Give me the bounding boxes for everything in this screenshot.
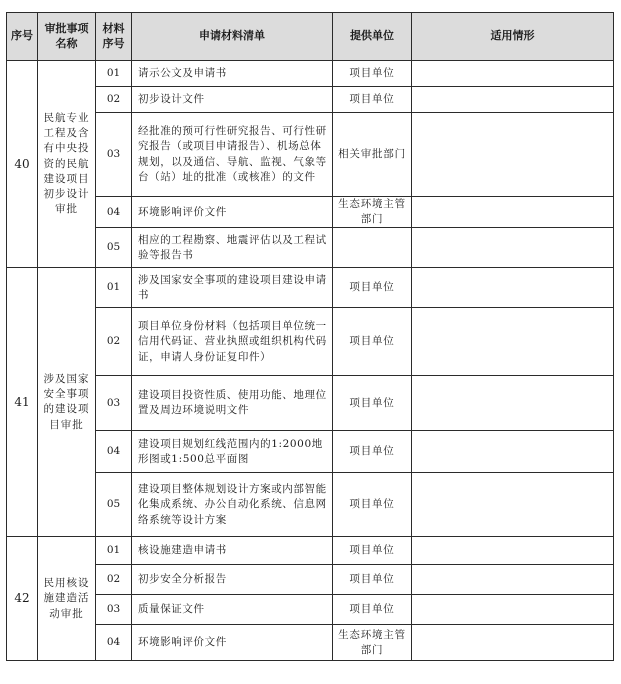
table-row — [7, 228, 614, 268]
material-text: 质量保证文件 — [132, 595, 333, 625]
table-row — [7, 565, 614, 595]
material-text: 请示公文及申请书 — [132, 61, 333, 87]
scope-cell — [412, 625, 614, 661]
provider-unit — [333, 228, 412, 268]
table-row — [7, 197, 614, 228]
provider-unit: 相关审批部门 — [333, 113, 412, 197]
group-seq: 41 — [7, 268, 38, 537]
material-text: 环境影响评价文件 — [132, 197, 333, 228]
scope-cell — [412, 61, 614, 87]
scope-cell — [412, 113, 614, 197]
group-item-name: 民航专业工程及含有中央投资的民航建设项目初步设计审批 — [38, 61, 96, 268]
provider-unit: 生态环境主管部门 — [333, 197, 412, 228]
material-text: 核设施建造申请书 — [132, 537, 333, 565]
provider-unit: 项目单位 — [333, 431, 412, 473]
scope-cell — [412, 473, 614, 537]
material-no: 04 — [96, 197, 132, 228]
header-provider: 提供单位 — [333, 13, 412, 61]
header-material-no: 材料序号 — [96, 13, 132, 61]
table-row — [7, 113, 614, 197]
group-seq: 40 — [7, 61, 38, 268]
scope-cell — [412, 228, 614, 268]
scope-cell — [412, 197, 614, 228]
provider-unit: 项目单位 — [333, 61, 412, 87]
material-text: 环境影响评价文件 — [132, 625, 333, 661]
header-row — [7, 13, 614, 61]
table-row — [7, 431, 614, 473]
provider-unit: 项目单位 — [333, 87, 412, 113]
material-text: 涉及国家安全事项的建设项目建设申请书 — [132, 268, 333, 308]
scope-cell — [412, 595, 614, 625]
scope-cell — [412, 565, 614, 595]
material-no: 04 — [96, 431, 132, 473]
material-no: 02 — [96, 565, 132, 595]
header-item: 审批事项名称 — [38, 13, 96, 61]
table-row — [7, 473, 614, 537]
material-no: 02 — [96, 87, 132, 113]
material-text: 初步设计文件 — [132, 87, 333, 113]
table-row — [7, 537, 614, 565]
provider-unit: 项目单位 — [333, 308, 412, 376]
material-no: 01 — [96, 537, 132, 565]
scope-cell — [412, 431, 614, 473]
material-no: 05 — [96, 228, 132, 268]
scope-cell — [412, 268, 614, 308]
group-item-name: 民用核设施建造活动审批 — [38, 537, 96, 661]
material-text: 经批准的预可行性研究报告、可行性研究报告（或项目申请报告）、机场总体规划，以及通信、导航、监视、气象等台（站）址的批准（或核准）的文件 — [132, 113, 333, 197]
material-no: 03 — [96, 595, 132, 625]
header-scope: 适用情形 — [412, 13, 614, 61]
material-no: 01 — [96, 61, 132, 87]
provider-unit: 项目单位 — [333, 565, 412, 595]
provider-unit: 项目单位 — [333, 376, 412, 431]
table-row — [7, 268, 614, 308]
group-seq: 42 — [7, 537, 38, 661]
material-no: 01 — [96, 268, 132, 308]
table-row — [7, 376, 614, 431]
scope-cell — [412, 376, 614, 431]
table-row — [7, 87, 614, 113]
provider-unit: 项目单位 — [333, 595, 412, 625]
scope-cell — [412, 537, 614, 565]
material-text: 建设项目整体规划设计方案或内部智能化集成系统、办公自动化系统、信息网络系统等设计方案 — [132, 473, 333, 537]
material-no: 03 — [96, 113, 132, 197]
table-row — [7, 595, 614, 625]
table-row — [7, 308, 614, 376]
material-text: 相应的工程勘察、地震评估以及工程试验等报告书 — [132, 228, 333, 268]
material-no: 05 — [96, 473, 132, 537]
header-material-list: 申请材料清单 — [132, 13, 333, 61]
material-text: 建设项目投资性质、使用功能、地理位置及周边环境说明文件 — [132, 376, 333, 431]
materials-table — [6, 12, 614, 661]
provider-unit: 生态环境主管部门 — [333, 625, 412, 661]
scope-cell — [412, 308, 614, 376]
table-row — [7, 625, 614, 661]
material-text: 初步安全分析报告 — [132, 565, 333, 595]
material-no: 03 — [96, 376, 132, 431]
material-text: 项目单位身份材料（包括项目单位统一信用代码证、营业执照或组织机构代码证，申请人身份证复印件） — [132, 308, 333, 376]
material-no: 02 — [96, 308, 132, 376]
provider-unit: 项目单位 — [333, 268, 412, 308]
scope-cell — [412, 87, 614, 113]
material-no: 04 — [96, 625, 132, 661]
table-row — [7, 61, 614, 87]
material-text: 建设项目规划红线范围内的1:2000地形图或1:500总平面图 — [132, 431, 333, 473]
group-item-name: 涉及国家安全事项的建设项目审批 — [38, 268, 96, 537]
provider-unit: 项目单位 — [333, 537, 412, 565]
provider-unit: 项目单位 — [333, 473, 412, 537]
header-seq: 序号 — [7, 13, 38, 61]
